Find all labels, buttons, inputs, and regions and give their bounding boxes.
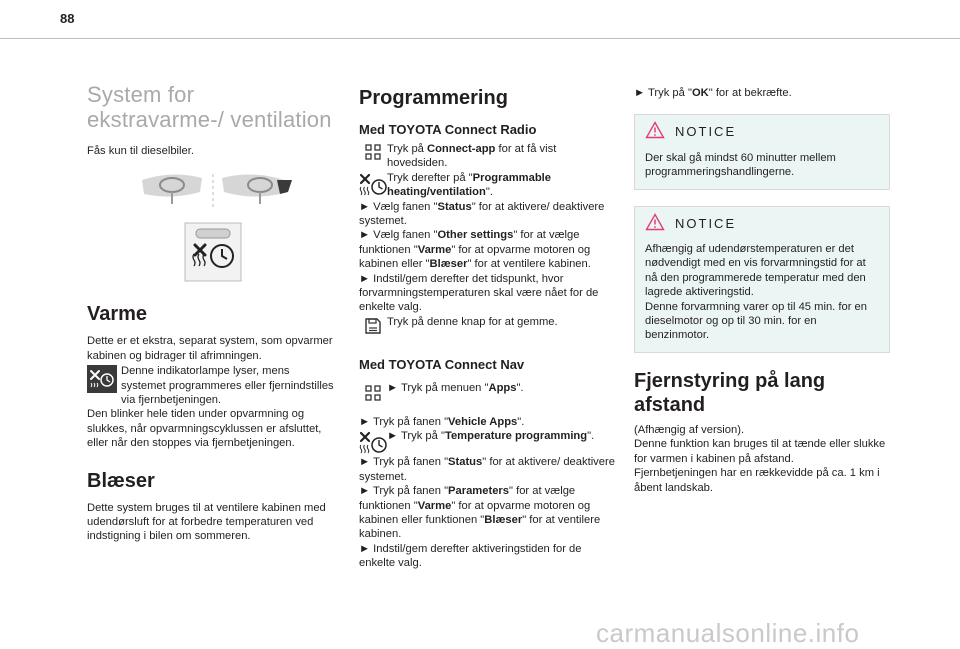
- section-title: System for ekstravarme-/ ventilation: [87, 82, 332, 132]
- column-right: [634, 86, 890, 495]
- radio-step-2: Tryk derefter på "Programmable heating/ventilation".: [387, 171, 551, 199]
- varme-paragraph-3: Den blinker hele tiden under opvarmning og slukkes, når opvarmningscyklussen er afsluttet, eller når den stoppes via fjernbetjeningen.: [87, 408, 322, 450]
- remote-paragraph-2: Denne funktion kan bruges til at tænde eller slukke for varmen i kabinen på afstand.: [634, 438, 886, 465]
- nav-step-4: ► Tryk på fanen "Status" for at aktivere/ deaktivere systemet.: [359, 456, 615, 483]
- column-middle: [359, 86, 617, 571]
- varme-paragraph-2: Denne indikatorlampe lyser, mens systemet programmeres eller fjernindstilles via fjernbetjeningen.: [121, 365, 334, 407]
- save-icon: [359, 315, 387, 335]
- radio-subheading: Med TOYOTA Connect Radio: [359, 122, 537, 137]
- nav-step-2: ► Tryk på fanen "Vehicle Apps".: [359, 415, 525, 428]
- programmering-heading: Programmering: [359, 87, 508, 109]
- blaeser-paragraph: Dette system bruges til at ventilere kabinen med udendørsluft for at forbedre temperaturen ved indstigning i bilen om sommeren.: [87, 501, 326, 543]
- intro-text: Fås kun til dieselbiler.: [87, 145, 194, 157]
- remote-paragraph-3: Fjernbetjeningen har en rækkevidde på ca. 1 km i åbent landskab.: [634, 467, 880, 494]
- warning-triangle-icon: [645, 121, 665, 143]
- radio-step-4: ► Vælg fanen "Other settings" for at vælge funktionen "Varme" for at opvarme motoren og kabinen eller "Blæser" for at ventilere kabinen.: [359, 229, 591, 271]
- radio-step-5: ► Indstil/gem derefter det tidspunkt, hvor forvarmningstemperaturen skal være nået for de enkelte valg.: [359, 272, 599, 314]
- remote-heading: Fjernstyring på lang afstand: [634, 369, 826, 416]
- blaeser-heading: Blæser: [87, 469, 155, 492]
- notice-title: NOTICE: [675, 215, 737, 231]
- nav-subheading: Med TOYOTA Connect Nav: [359, 356, 525, 372]
- dashboard-illustration: [112, 170, 312, 214]
- nav-step-5: ► Tryk på fanen "Parameters" for at vælge funktionen "Varme" for at opvarme motoren og kabinen eller funktionen "Blæser" for at ventilere kabinen.: [359, 485, 601, 541]
- heating-timer-icon: [359, 429, 387, 455]
- radio-step-6: Tryk på denne knap for at gemme.: [387, 315, 558, 328]
- notice-title: NOTICE: [675, 124, 737, 140]
- watermark: carmanualsonline.info: [596, 618, 860, 648]
- ok-step: ► Tryk på "OK" for at bekræfte.: [634, 87, 792, 99]
- radio-step-1: Tryk på Connect-app for at få vist hovedsiden.: [387, 143, 557, 170]
- remote-paragraph-1: (Afhængig af version).: [634, 423, 745, 436]
- header-divider: [0, 38, 960, 39]
- warning-triangle-icon: [645, 213, 665, 235]
- apps-grid-icon: [359, 379, 387, 401]
- heating-timer-icon: [359, 171, 387, 197]
- notice-box-1: [634, 114, 890, 189]
- radio-step-3: ► Vælg fanen "Status" for at aktivere/ deaktivere systemet.: [359, 200, 605, 228]
- notice-text-1: Afhængig af udendørstemperaturen er det nødvendigt med en vis forvarmningstid for at nå den programmerede temperatur med den lagrede aktiveringstid.: [645, 243, 866, 299]
- nav-step-6: ► Indstil/gem derefter aktiveringstiden for de enkelte valg.: [359, 542, 582, 570]
- notice-box-2: [634, 206, 890, 353]
- nav-step-3: ► Tryk på "Temperature programming".: [387, 430, 595, 443]
- varme-paragraph-1: Dette er et ekstra, separat system, som opvarmer kabinen og bidrager til afrimningen.: [87, 335, 333, 362]
- notice-text: Der skal gå mindst 60 minutter mellem programmeringshandlingerne.: [645, 151, 836, 179]
- notice-text-2: Denne forvarmning varer op til 45 min. for en dieselmotor og op til 30 min. for en benzinmotor.: [645, 300, 867, 342]
- apps-grid-icon: [359, 142, 387, 160]
- heater-panel-illustration: [184, 222, 242, 282]
- varme-heading: Varme: [87, 303, 148, 326]
- page-number: 88: [60, 11, 75, 26]
- nav-step-1: ► Tryk på menuen "Apps".: [387, 381, 524, 394]
- column-left: [87, 82, 337, 544]
- heater-indicator-icon: [87, 365, 117, 393]
